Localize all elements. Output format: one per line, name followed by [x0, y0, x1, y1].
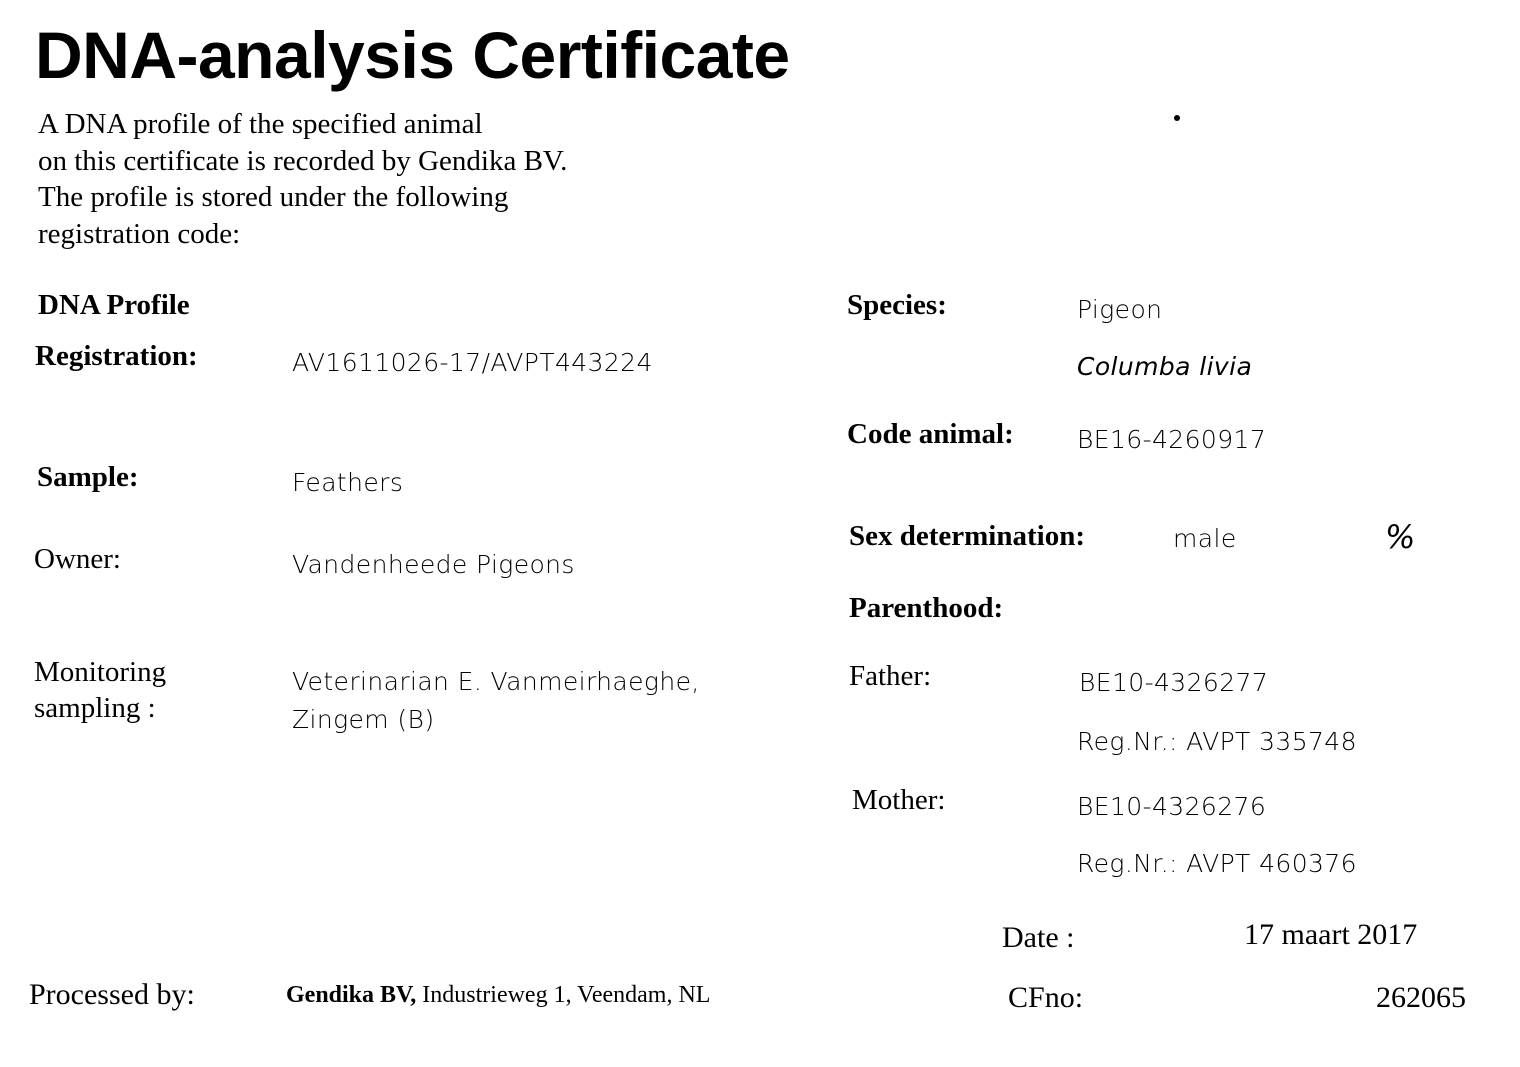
monitoring-label-line: Monitoring [34, 656, 167, 688]
intro-line: The profile is stored under the following [38, 181, 509, 213]
father-reg-number: Reg.Nr.: AVPT 335748 [1077, 727, 1357, 756]
monitoring-label-line: sampling : [34, 692, 156, 725]
monitoring-value [292, 663, 700, 739]
date-value: 17 maart 2017 [1244, 918, 1418, 951]
intro-line: A DNA profile of the specified animal [38, 108, 483, 140]
monitoring-label [34, 654, 166, 727]
processed-by-label: Processed by: [29, 978, 195, 1011]
owner-label: Owner: [34, 543, 121, 575]
processor-name: Gendika BV, [286, 982, 417, 1008]
father-label: Father: [849, 660, 932, 692]
processed-by-value [286, 981, 710, 1010]
mother-reg-number: Reg.Nr.: AVPT 460376 [1077, 849, 1357, 878]
decorative-dot [1174, 115, 1180, 121]
intro-paragraph [38, 106, 567, 252]
sex-determination-label: Sex determination: [849, 520, 1085, 552]
mother-value: BE10-4326276 [1077, 792, 1267, 821]
sample-label: Sample: [37, 461, 139, 493]
processor-address: Industrieweg 1, Veendam, NL [416, 982, 711, 1008]
owner-value: Vandenheede Pigeons [292, 550, 575, 579]
code-animal-label: Code animal: [847, 418, 1014, 450]
male-symbol-icon: % [1385, 518, 1416, 556]
species-label: Species: [847, 289, 947, 321]
cfno-label: CFno: [1008, 981, 1084, 1014]
registration-label: Registration: [35, 340, 198, 372]
certificate-title: DNA-analysis Certificate [35, 18, 790, 92]
father-value: BE10-4326277 [1079, 668, 1269, 697]
sex-value: male [1173, 524, 1237, 553]
dna-profile-heading: DNA Profile [38, 289, 190, 321]
date-label: Date : [1002, 921, 1075, 954]
sample-value: Feathers [292, 468, 404, 497]
monitoring-value-line: Zingem (B) [292, 705, 435, 734]
species-latin-name: Columba livia [1077, 352, 1253, 381]
intro-line: registration code: [38, 217, 241, 250]
intro-line: on this certificate is recorded by Gendika BV. [38, 144, 568, 177]
code-animal-value: BE16-4260917 [1077, 425, 1267, 454]
cfno-value: 262065 [1376, 981, 1466, 1014]
species-value: Pigeon [1077, 295, 1163, 324]
parenthood-label: Parenthood: [849, 592, 1004, 624]
registration-value: AV1611026-17/AVPT443224 [292, 348, 653, 377]
monitoring-value-line: Veterinarian E. Vanmeirhaeghe, [292, 667, 700, 696]
mother-label: Mother: [852, 784, 946, 816]
